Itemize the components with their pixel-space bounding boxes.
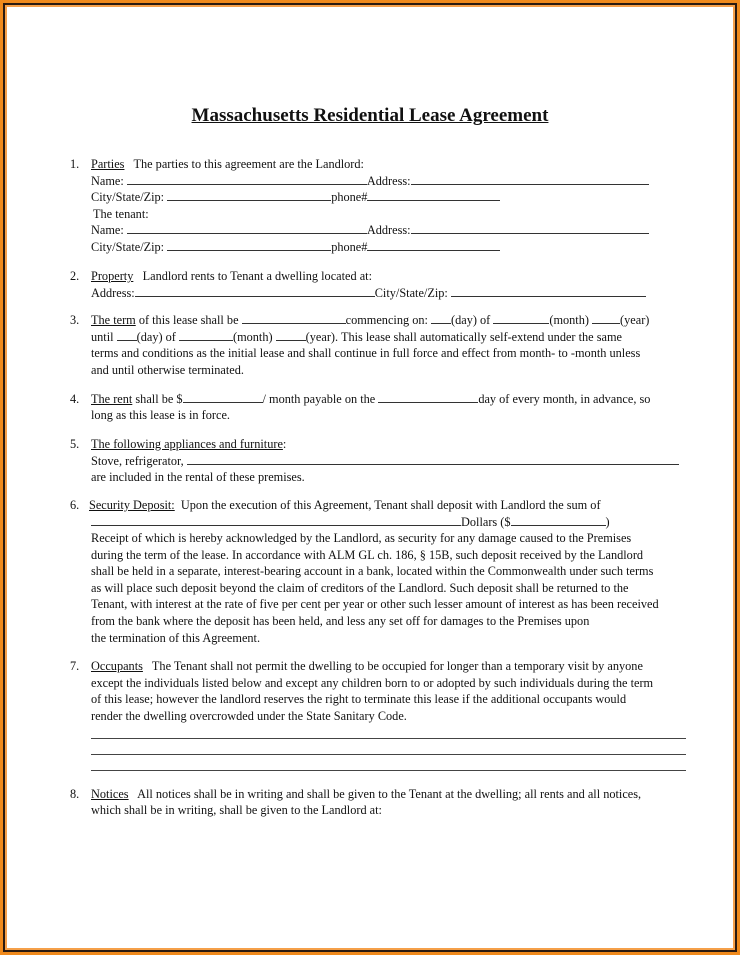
section-number: 5. <box>70 437 80 451</box>
label: Address: <box>366 223 411 237</box>
section-heading: The rent <box>91 392 133 406</box>
section-heading: The term <box>91 313 136 327</box>
section-text: (year). This lease shall automatically self-extend under the same <box>305 330 622 344</box>
property-city-field[interactable] <box>451 286 646 297</box>
section-text: Receipt of which is hereby acknowledged by the Landlord, as security for any damage caused to the Premises <box>91 531 632 545</box>
section-text: (month) <box>549 313 589 327</box>
section-occupants <box>91 659 643 674</box>
section-deposit <box>89 498 601 513</box>
section-heading: Property <box>91 269 134 283</box>
section-rent <box>91 392 650 407</box>
section-text: Landlord rents to Tenant a dwelling located at: <box>142 269 373 283</box>
section-heading: Occupants <box>91 659 143 673</box>
landlord-name-field[interactable] <box>127 174 367 185</box>
section-text: Dollars ($ <box>461 515 511 529</box>
appliances-field[interactable] <box>187 454 679 465</box>
section-text: as will place such deposit beyond the claim of creditors of the Landlord. Such deposit shall be returned to the <box>91 581 629 595</box>
section-text: The parties to this agreement are the Landlord: <box>133 157 364 171</box>
section-text: during the term of the lease. In accordance with ALM GL ch. 186, § 15B, such deposit received by the Landlord <box>91 548 644 562</box>
section-text: : <box>282 437 287 451</box>
property-address-line <box>91 286 646 301</box>
section-parties <box>91 157 364 172</box>
section-text: and until otherwise terminated. <box>91 363 244 377</box>
section-text: (year) <box>620 313 650 327</box>
section-text: shall be $ <box>135 392 183 406</box>
end-year-field[interactable] <box>276 330 306 341</box>
section-text: from the bank where the deposit has been held, and less any set off for damages to the Premises upon <box>91 614 590 628</box>
section-text: All notices shall be in writing and shall be given to the Tenant at the dwelling; all rents and all notices, <box>137 787 642 801</box>
label: Name: <box>91 223 124 237</box>
section-text: of this lease shall be <box>138 313 239 327</box>
label: phone# <box>331 240 368 254</box>
rent-amount-field[interactable] <box>183 392 263 403</box>
tenant-phone-field[interactable] <box>367 240 500 251</box>
section-number: 6. <box>70 498 80 512</box>
occupants-field-3[interactable] <box>91 770 686 771</box>
section-text: Upon the execution of this Agreement, Tenant shall deposit with Landlord the sum of <box>180 498 601 512</box>
section-text: / month payable on the <box>262 392 376 406</box>
section-term <box>91 313 649 328</box>
section-text: commencing on: <box>345 313 428 327</box>
landlord-phone-field[interactable] <box>367 190 500 201</box>
label: Address: <box>91 286 135 300</box>
section-text: are included in the rental of these premises. <box>91 470 305 484</box>
tenant-name-field[interactable] <box>127 223 367 234</box>
label: City/State/Zip: <box>91 240 165 254</box>
start-month-field[interactable] <box>493 313 549 324</box>
section-number: 1. <box>70 157 80 171</box>
landlord-name-line <box>91 174 649 189</box>
property-address-field[interactable] <box>135 286 375 297</box>
section-text: the termination of this Agreement. <box>91 631 261 645</box>
section-heading: The following appliances and furniture <box>91 437 283 451</box>
end-month-field[interactable] <box>179 330 233 341</box>
tenant-city-line <box>91 240 500 255</box>
appliances-line <box>91 454 679 469</box>
landlord-address-field[interactable] <box>411 174 649 185</box>
label: City/State/Zip: <box>374 286 448 300</box>
deposit-amount-line <box>91 515 610 530</box>
section-text: (day) of <box>136 330 176 344</box>
section-text: The Tenant shall not permit the dwelling to be occupied for longer than a temporary visit by anyone <box>151 659 643 673</box>
landlord-city-line <box>91 190 500 205</box>
section-text: Stove, refrigerator, <box>91 454 184 468</box>
section-notices <box>91 787 641 802</box>
term-end-line <box>91 330 622 345</box>
rent-day-field[interactable] <box>378 392 478 403</box>
tenant-address-field[interactable] <box>411 223 649 234</box>
section-appliances <box>91 437 286 452</box>
section-number: 8. <box>70 787 80 801</box>
section-text: (month) <box>232 330 273 344</box>
section-text: which shall be in writing, shall be given to the Landlord at: <box>91 803 382 817</box>
section-number: 7. <box>70 659 80 673</box>
section-text: render the dwelling overcrowded under the State Sanitary Code. <box>91 709 407 723</box>
deposit-amount-field[interactable] <box>511 515 606 526</box>
section-property <box>91 269 372 284</box>
section-text: long as this lease is in force. <box>91 408 230 422</box>
section-text: Tenant, with interest at the rate of five per cent per year or other such lesser amount of interest as has been received <box>91 597 659 611</box>
tenant-name-line <box>91 223 649 238</box>
section-text: (day) of <box>451 313 491 327</box>
tenant-label: The tenant: <box>93 207 149 221</box>
section-number: 4. <box>70 392 80 406</box>
section-text: except the individuals listed below and except any children born to or adopted by such individuals during the term <box>91 676 654 690</box>
start-day-field[interactable] <box>431 313 451 324</box>
section-text: ) <box>605 515 610 529</box>
landlord-city-field[interactable] <box>167 190 331 201</box>
section-heading: Notices <box>91 787 129 801</box>
section-number: 2. <box>70 269 80 283</box>
section-text: of this lease; however the landlord reserves the right to terminate this lease if the additional occupants would <box>91 692 627 706</box>
section-heading: Security Deposit: <box>89 498 175 512</box>
occupants-field-2[interactable] <box>91 754 686 755</box>
label: Address: <box>366 174 411 188</box>
end-day-field[interactable] <box>117 330 137 341</box>
section-text: shall be held in a separate, interest-bearing account in a bank, located within the Commonwealth under such terms <box>91 564 654 578</box>
section-number: 3. <box>70 313 80 327</box>
document-title: Massachusetts Residential Lease Agreement <box>191 105 549 126</box>
section-text: day of every month, in advance, so <box>478 392 651 406</box>
occupants-field-1[interactable] <box>91 738 686 739</box>
label: Name: <box>91 174 124 188</box>
section-text: until <box>91 330 114 344</box>
tenant-city-field[interactable] <box>167 240 331 251</box>
section-heading: Parties <box>91 157 125 171</box>
deposit-words-field[interactable] <box>91 515 461 526</box>
term-length-field[interactable] <box>242 313 346 324</box>
start-year-field[interactable] <box>592 313 620 324</box>
label: City/State/Zip: <box>91 190 165 204</box>
section-text: terms and conditions as the initial lease and shall continue in full force and effect from month- to -month unless <box>91 346 641 360</box>
label: phone# <box>331 190 368 204</box>
